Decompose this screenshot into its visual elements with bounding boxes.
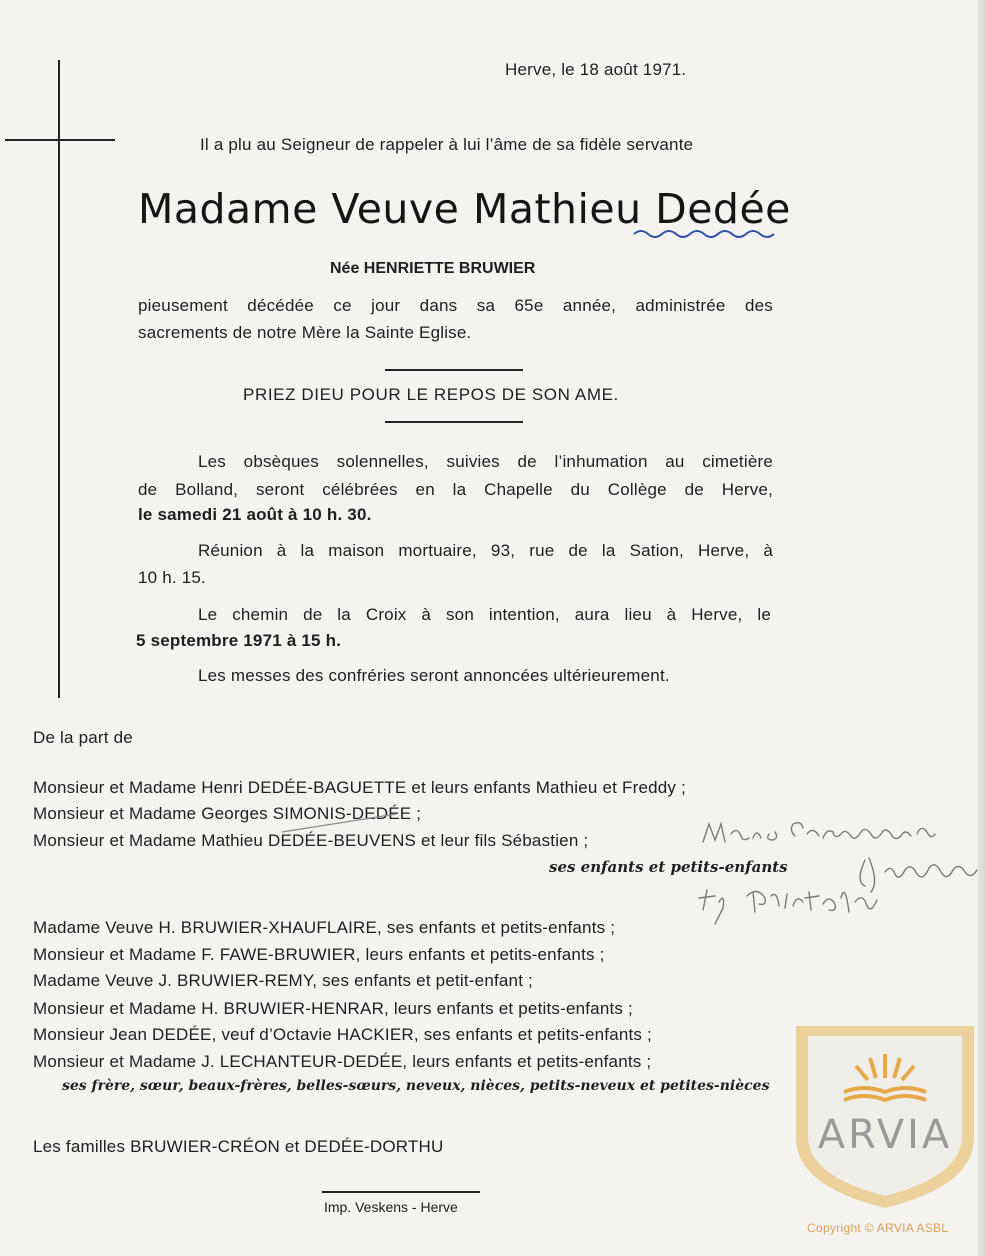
family-child-2: Monsieur et Madame Georges SIMONIS-DEDÉE ; (33, 804, 422, 823)
copyright: Copyright © ARVIA ASBL (807, 1221, 949, 1235)
chemin-date: 5 septembre 1971 à 15 h. (136, 631, 342, 650)
pencil-mark (280, 808, 400, 838)
intro-line: Il a plu au Seigneur de rappeler à lui l’âme de sa fidèle servante (200, 135, 694, 154)
blue-ink-underline (632, 226, 777, 242)
logo-text: ARVIA (817, 1112, 953, 1158)
family-child-1: Monsieur et Madame Henri DEDÉE-BAGUETTE et leurs enfants Mathieu et Freddy ; (33, 778, 686, 797)
birth-name: Née HENRIETTE BRUWIER (330, 260, 536, 277)
from-line: De la part de (33, 728, 133, 747)
date-line: Herve, le 18 août 1971. (505, 60, 687, 79)
reunion-line-1: Réunion à la maison mortuaire, 93, rue de la Sation, Herve, à (198, 541, 773, 560)
masses-line: Les messes des confréries seront annoncées ultérieurement. (198, 666, 670, 685)
family-sibling-6: Monsieur et Madame J. LECHANTEUR-DEDÉE, leurs enfants et petits-enfants ; (33, 1052, 652, 1071)
death-line-2: sacrements de notre Mère la Sainte Eglise. (138, 323, 472, 342)
children-caption: ses enfants et petits-enfants (549, 858, 788, 876)
chemin-line-1: Le chemin de la Croix à son intention, aura lieu à Herve, le (198, 605, 771, 624)
family-sibling-3: Madame Veuve J. BRUWIER-REMY, ses enfants et petit-enfant ; (33, 971, 533, 990)
families-line: Les familles BRUWIER-CRÉON et DEDÉE-DORTHU (33, 1137, 444, 1156)
prayer-line: PRIEZ DIEU POUR LE REPOS DE SON AME. (243, 385, 619, 404)
family-sibling-2: Monsieur et Madame F. FAWE-BRUWIER, leurs enfants et petits-enfants ; (33, 945, 605, 964)
divider-top (385, 369, 523, 371)
family-child-3: Monsieur et Madame Mathieu DEDÉE-BEUVENS et leur fils Sébastien ; (33, 831, 589, 850)
funeral-line-2: de Bolland, seront célébrées en la Chapelle du Collège de Herve, (138, 480, 773, 499)
reunion-line-2: 10 h. 15. (138, 568, 206, 587)
family-sibling-1: Madame Veuve H. BRUWIER-XHAUFLAIRE, ses enfants et petits-enfants ; (33, 918, 616, 937)
imprint: Imp. Veskens - Herve (324, 1199, 458, 1215)
funeral-line-1: Les obsèques solennelles, suivies de l’inhumation au cimetière (198, 452, 773, 471)
deceased-name: Madame Veuve Mathieu Dedée (138, 185, 791, 233)
death-line-1: pieusement décédée ce jour dans sa 65e année, administrée des (138, 296, 773, 315)
imprint-rule (322, 1191, 480, 1193)
arvia-logo (790, 1018, 980, 1213)
divider-bottom (385, 421, 523, 423)
siblings-caption: ses frère, sœur, beaux-frères, belles-sœurs, neveux, nièces, petits-neveux et petites-nièces (62, 1078, 770, 1094)
family-sibling-5: Monsieur Jean DEDÉE, veuf d’Octavie HACKIER, ses enfants et petits-enfants ; (33, 1025, 652, 1044)
pencil-handwritten-note (695, 812, 985, 937)
cross-vertical-bar (58, 60, 60, 698)
cross-horizontal-bar (5, 139, 115, 141)
funeral-date: le samedi 21 août à 10 h. 30. (138, 505, 372, 524)
family-sibling-4: Monsieur et Madame H. BRUWIER-HENRAR, leurs enfants et petits-enfants ; (33, 999, 633, 1018)
